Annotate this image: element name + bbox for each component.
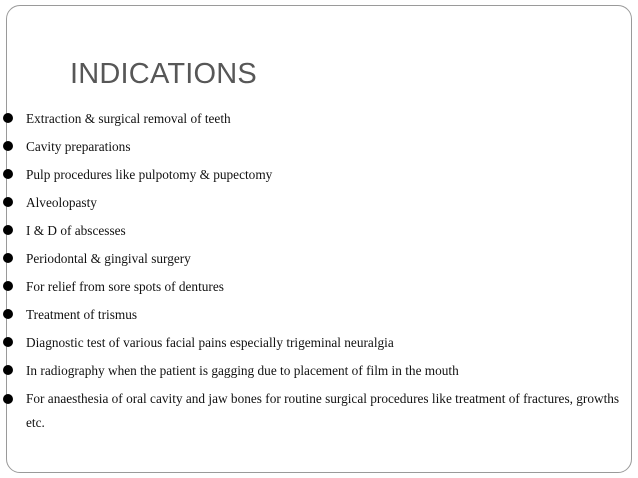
bullet-text: Alveolopasty <box>26 195 97 210</box>
bullet-list <box>0 109 632 435</box>
bullet-text: I & D of abscesses <box>26 223 126 238</box>
bullet-item <box>0 137 632 156</box>
bullet-text: Periodontal & gingival surgery <box>26 251 191 266</box>
bullet-item <box>0 109 632 128</box>
bullet-dot-icon <box>3 365 13 375</box>
slide-title: INDICATIONS <box>70 58 257 90</box>
bullet-dot-icon <box>3 113 13 123</box>
bullet-dot-icon <box>3 169 13 179</box>
bullet-item <box>0 333 632 352</box>
bullet-text: Diagnostic test of various facial pains especially trigeminal neuralgia <box>26 335 394 350</box>
bullet-dot-icon <box>3 281 13 291</box>
bullet-text: For anaesthesia of oral cavity and jaw bones for routine surgical procedures like treatment of fractures, growths etc. <box>26 391 620 430</box>
bullet-text: For relief from sore spots of dentures <box>26 279 224 294</box>
bullet-text: Treatment of trismus <box>26 307 138 322</box>
bullet-text: In radiography when the patient is gagging due to placement of film in the mouth <box>26 363 459 378</box>
bullet-dot-icon <box>3 309 13 319</box>
bullet-dot-icon <box>3 141 13 151</box>
bullet-item <box>0 249 632 268</box>
bullet-text: Extraction & surgical removal of teeth <box>26 111 231 126</box>
bullet-dot-icon <box>3 337 13 347</box>
bullet-dot-icon <box>3 197 13 207</box>
bullet-item <box>0 193 632 212</box>
bullet-item <box>0 387 632 435</box>
bullet-dot-icon <box>3 225 13 235</box>
bullet-dot-icon <box>3 253 13 263</box>
bullet-item <box>0 165 632 184</box>
bullet-item <box>0 221 632 240</box>
bullet-text: Cavity preparations <box>26 139 131 154</box>
bullet-item <box>0 277 632 296</box>
bullet-item <box>0 305 632 324</box>
bullet-item <box>0 361 632 380</box>
bullet-dot-icon <box>3 394 13 404</box>
bullet-text: Pulp procedures like pulpotomy & pupectomy <box>26 167 273 182</box>
